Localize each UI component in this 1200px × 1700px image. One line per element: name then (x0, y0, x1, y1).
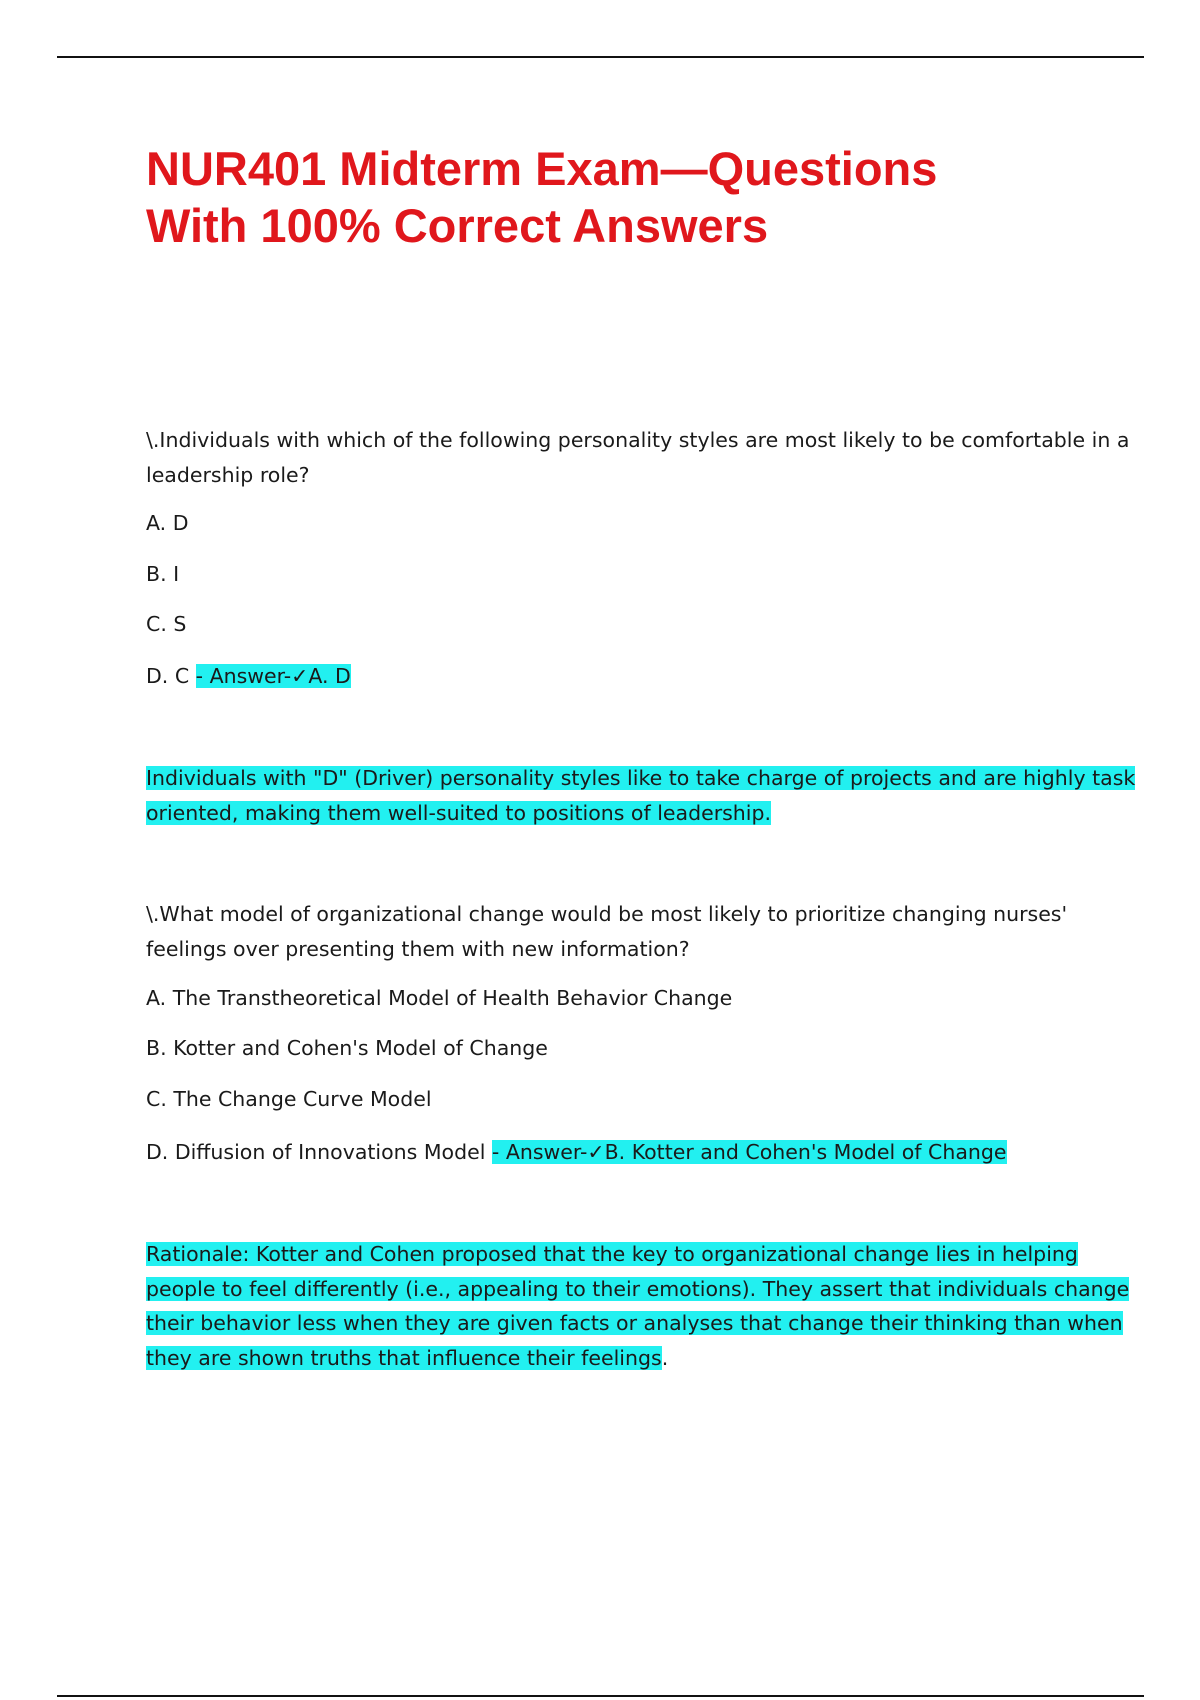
stem-line: feelings over presenting them with new information? (146, 936, 690, 961)
rationale-line: Rationale: Kotter and Cohen proposed that the key to organizational change lies in helping (146, 1242, 1078, 1266)
option-text: A. The Transtheoretical Model of Health Behavior Change (146, 986, 733, 1010)
question-1-option-c (146, 607, 1096, 642)
bottom-rule (57, 1695, 1144, 1697)
question-1-option-a (146, 506, 1096, 541)
question-2-option-a (146, 981, 1096, 1016)
question-1-stem (146, 423, 1130, 492)
stem-line: leadership role? (146, 462, 310, 487)
answer-highlight: - Answer-✓B. Kotter and Cohen's Model of Change (491, 1140, 1007, 1164)
document-title (146, 140, 1106, 254)
stem-line: \.What model of organizational change would be most likely to prioritize changing nurses' (146, 902, 1068, 926)
option-text: C. The Change Curve Model (146, 1087, 432, 1111)
option-text: A. D (146, 511, 189, 535)
title-line: With 100% Correct Answers (146, 199, 769, 252)
rationale-end: . (661, 1345, 669, 1370)
question-2-option-c (146, 1082, 1096, 1117)
option-text: D. Diffusion of Innovations Model (146, 1140, 492, 1164)
rationale-line: their behavior less when they are given facts or analyses that change their thinking than when (146, 1311, 1123, 1335)
question-2-option-b (146, 1031, 1096, 1066)
stem-line: \.Individuals with which of the following personality styles are most likely to be comfortable in a (146, 428, 1130, 452)
top-rule (57, 56, 1144, 58)
rationale-line: Individuals with "D" (Driver) personality styles like to take charge of projects and are highly task (146, 766, 1136, 790)
answer-highlight: - Answer-✓A. D (195, 664, 351, 688)
question-2-stem (146, 897, 1096, 966)
option-text: D. C (146, 664, 196, 688)
question-1-option-d (146, 659, 1096, 694)
rationale-line: people to feel differently (i.e., appealing to their emotions). They assert that individuals change (146, 1276, 1130, 1301)
rationale-line: oriented, making them well-suited to positions of leadership. (146, 800, 772, 825)
option-text: C. S (146, 612, 187, 636)
question-1-rationale (146, 761, 1136, 830)
question-1-option-b (146, 557, 1096, 592)
option-text: B. I (146, 562, 180, 586)
question-2-option-d (146, 1135, 1096, 1170)
title-line: NUR401 Midterm Exam—Questions (146, 142, 938, 195)
option-text: B. Kotter and Cohen's Model of Change (146, 1036, 548, 1060)
rationale-line: they are shown truths that influence their feelings (146, 1345, 662, 1370)
question-2-rationale (146, 1237, 1130, 1375)
